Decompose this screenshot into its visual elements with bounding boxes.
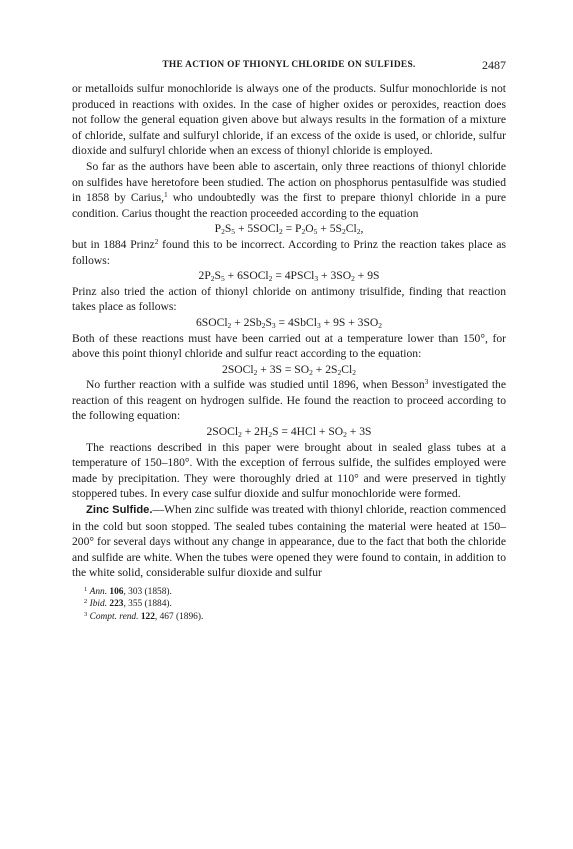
footnote-ref[interactable]: 3 [424, 377, 429, 387]
equation-carius: $P_2S_5$ + 5SOCl$_2$ = $P_2O_5 + 5S_2Cl_2$, [214, 222, 364, 237]
paragraph-oxides [72, 81, 506, 159]
paragraph-text: So far as the authors have been able to ascertain, only three reactions of thionyl chloride on sulfides have heretofore been studied. The action on phosphorus pentasulfide was studied in 1858 by Carius, [72, 159, 506, 205]
paragraph-text: but in 1884 Prinz [72, 237, 155, 251]
equation-hydrogen-sulfide: 2SOCl$_2$ + $2H_2S = 4HCl + SO_2 + 3S$ [206, 425, 372, 440]
section-heading-zinc-sulfide: Zinc Sulfide. [86, 504, 153, 517]
equation-prinz-phosphorus: $2P_2S_5$ + 6SOCl$_2$ = 4PSCl$_3$ + $3SO_2 + 9S$ [198, 269, 380, 284]
paragraph-text: No further reaction with a sulfide was studied until 1896, when Besson [86, 378, 425, 392]
paragraph-antimony [72, 284, 506, 315]
paragraph-text: investigated the reaction of this reagent on hydrogen sulfide. He found the reaction to proceed according to the following equation: [72, 378, 506, 423]
paragraph-prinz [72, 237, 506, 268]
paragraph-temperature [72, 331, 506, 362]
footnote: $^1$ Ann. 106, 303 (1858). [84, 586, 172, 597]
footnotes [72, 586, 506, 623]
paragraph-zinc-sulfide [72, 502, 506, 581]
footnote: $^2$ Ibid. 223, 355 (1884). [84, 598, 172, 610]
footnote: $^3$ Compt. rend. 122, 467 (1896). [84, 610, 204, 622]
paragraph-prior-work [72, 159, 506, 221]
paragraph-methods [72, 440, 506, 502]
running-title: THE ACTION OF THIONYL CHLORIDE ON SULFIDES. [162, 60, 416, 70]
journal-page [72, 58, 506, 623]
equation-antimony: 6SOCl$_2$ + $2Sb_2S_3$ = 4SbCl$_3$ + $9S + 3SO_2$ [195, 315, 383, 330]
paragraph-text: —When zinc sulfide was treated with thionyl chloride, reaction commenced in the cold but soon stopped. The sealed tubes containing the material were heated at 150–200° for several days without any change in appearance, due to the fact that both the chloride and sulfide are white. When the tubes were opened they were found to contain, in addition to the white solid, considerable sulfur dioxide and sulfur [72, 503, 507, 580]
paragraph-besson [72, 377, 506, 424]
footnote-ref[interactable]: 1 [164, 190, 168, 200]
paragraph-text: who undoubtedly was the first to prepare thionyl chloride in a pure condition. Carius thought the reaction proceeded according to the equation [72, 191, 507, 220]
article-body [72, 81, 506, 581]
paragraph-text: The reactions described in this paper were brought about in sealed glass tubes at a temperature of 150–180°. With the exception of ferrous sulfide, the sulfides employed were made by precipitation. They were thoroughly dried at 110° and were preserved in tightly stoppered tubes. In every case sulfur dioxide and sulfur monochloride were formed. [72, 440, 506, 501]
paragraph-text: or metalloids sulfur monochloride is always one of the products. Sulfur monochloride is not produced in reactions with oxides. In the case of higher oxides or peroxides, reaction does not follow the general equation given above but always results in the formation of a mixture of chloride, sulfate and sulfuryl chloride, if an excess of the oxide is used, or chloride, sulfur dioxide and sulfuryl chloride when an excess of thionyl chloride is employed. [72, 82, 506, 158]
paragraph-text: Both of these reactions must have been carried out at a temperature lower than 150°, for above this point thionyl chloride and sulfur react according to the equation: [72, 331, 506, 361]
paragraph-text: Prinz also tried the action of thionyl chloride on antimony trisulfide, finding that reaction takes place as follows: [72, 284, 506, 314]
page-number: 2487 [482, 58, 506, 72]
footnote-ref[interactable]: 2 [154, 236, 159, 246]
running-header [72, 58, 506, 74]
paragraph-text: found this to be incorrect. According to Prinz the reaction takes place as follows: [72, 237, 506, 267]
equation-sulfur: 2SOCl$_2$ + $3S = SO_2 + 2S_2Cl_2$ [222, 362, 356, 377]
